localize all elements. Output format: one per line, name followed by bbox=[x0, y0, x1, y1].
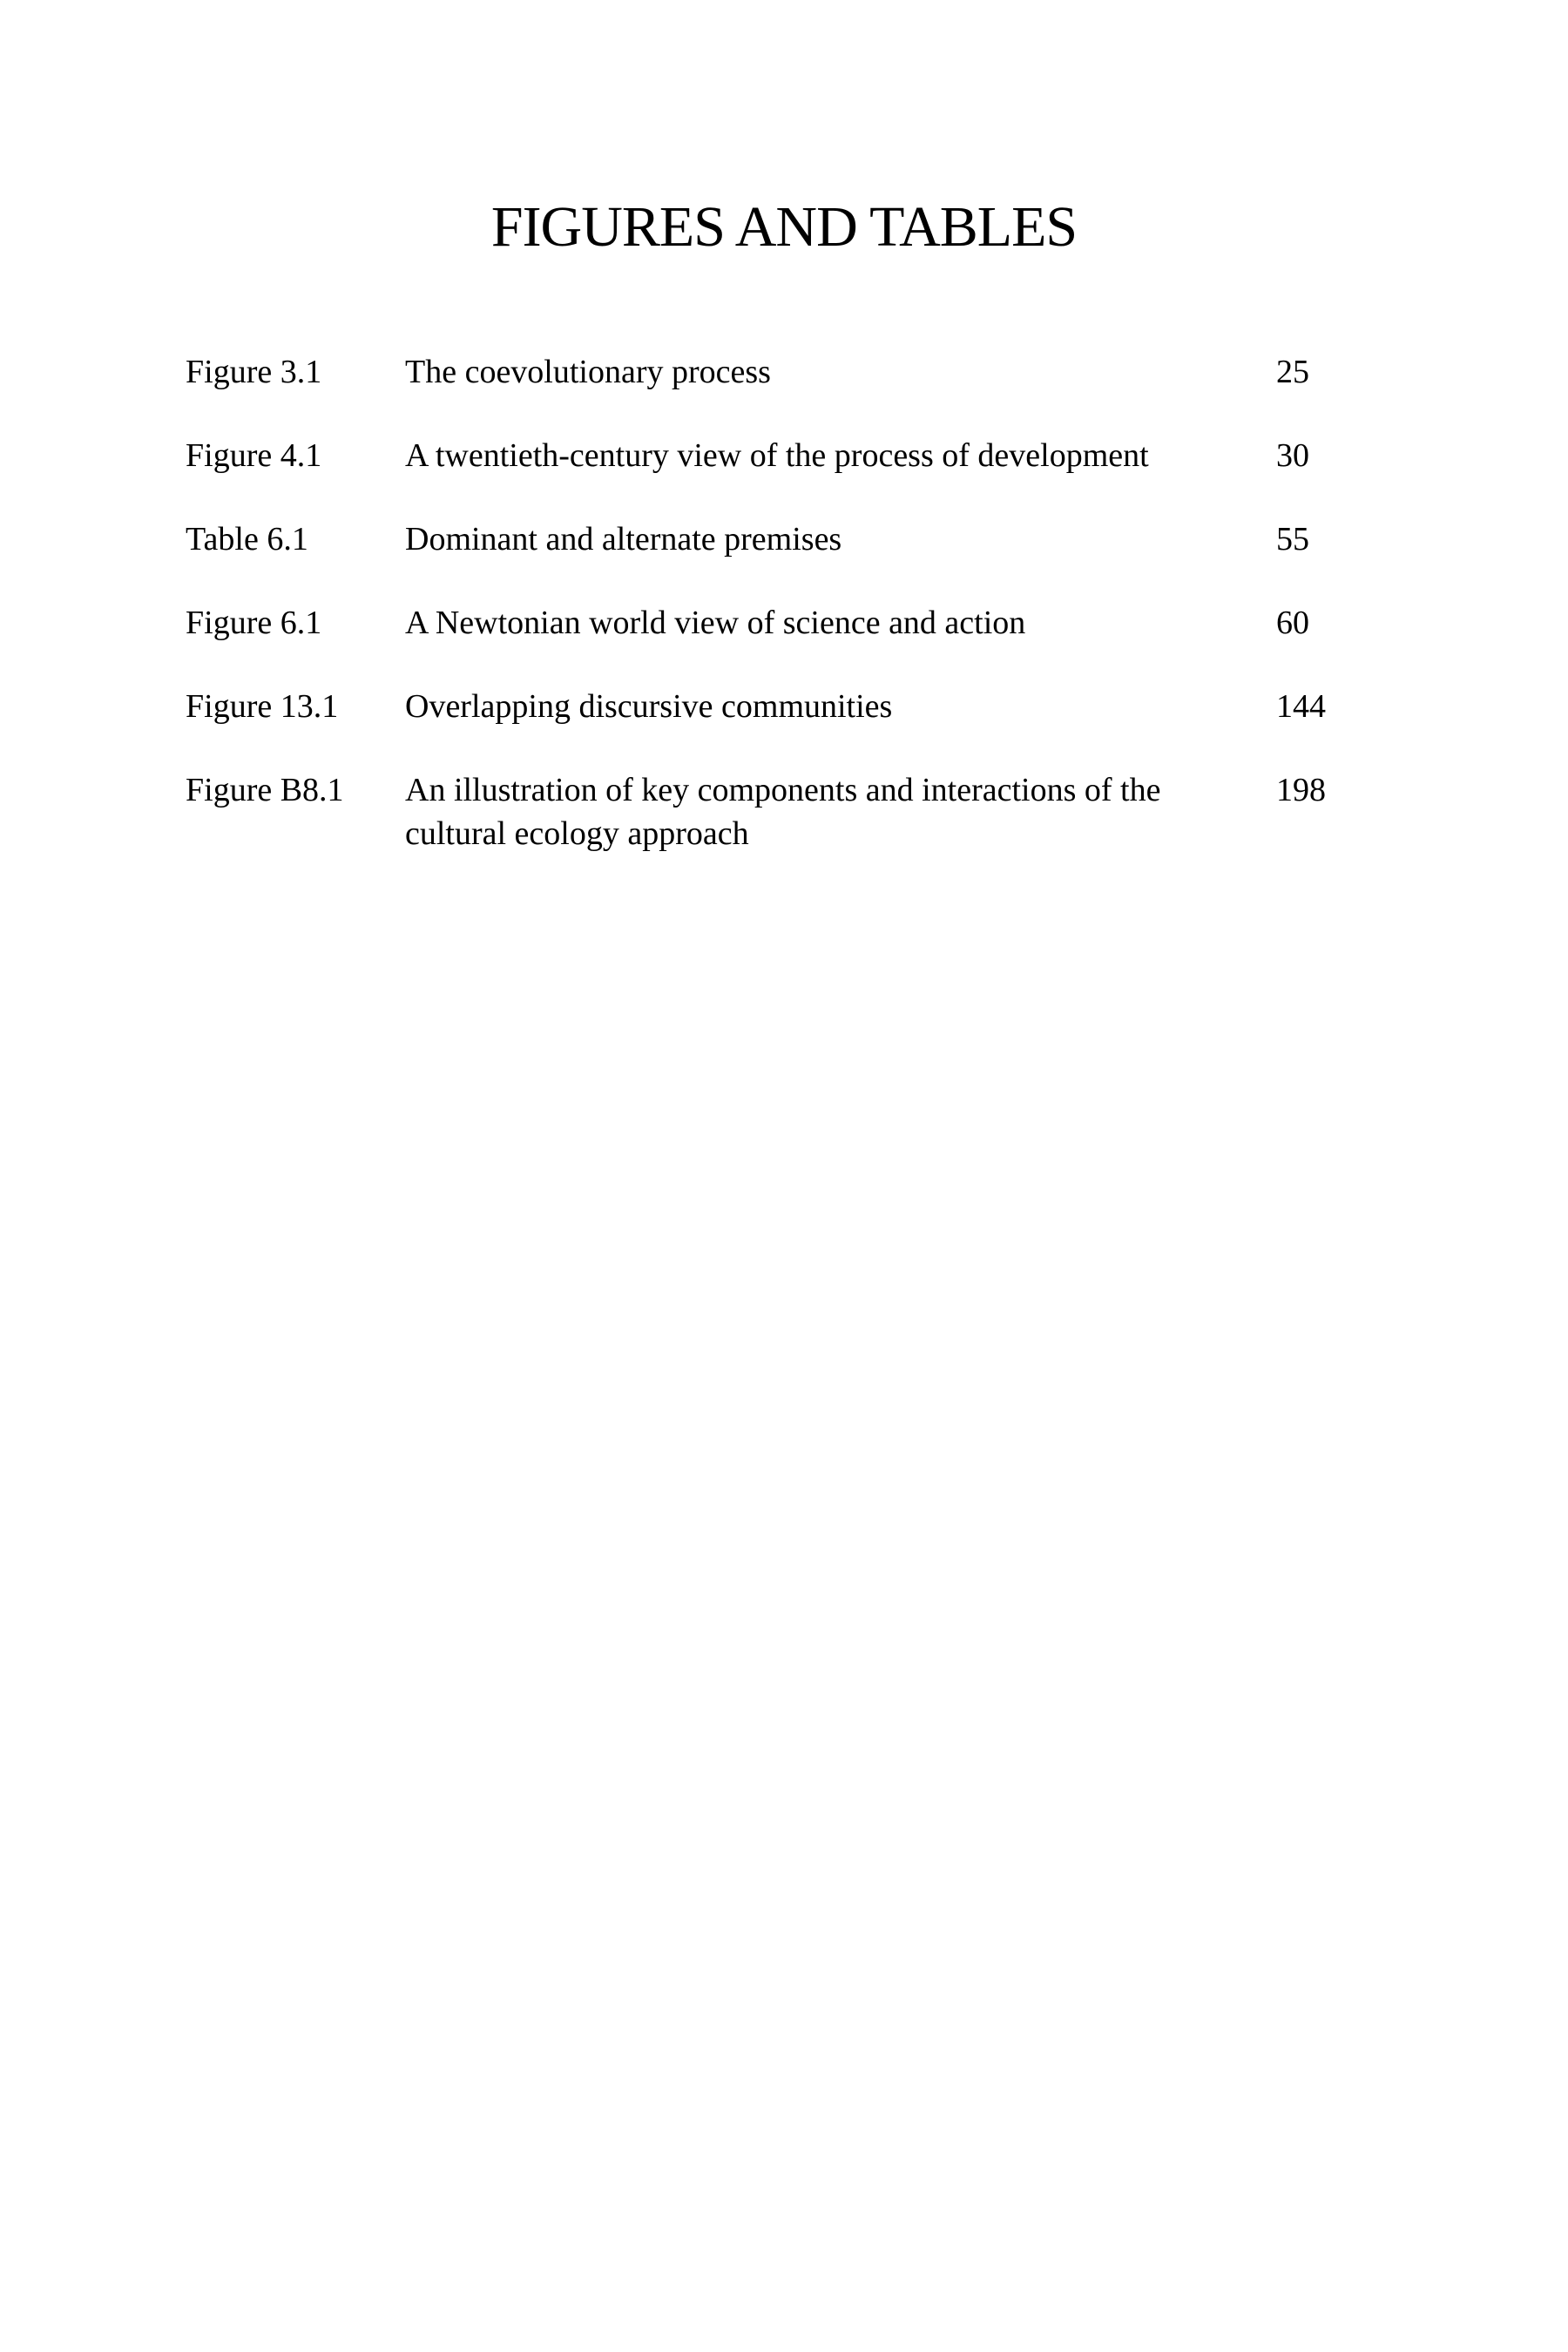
entry-page-number: 60 bbox=[1276, 605, 1309, 641]
entry-title: A Newtonian world view of science and action bbox=[405, 605, 1026, 641]
entry-title: An illustration of key components and interactions of the cultural ecology approach bbox=[405, 772, 1161, 852]
entry-title: The coevolutionary process bbox=[405, 354, 771, 390]
list-item bbox=[186, 434, 1405, 477]
list-item bbox=[186, 768, 1405, 855]
entry-page-number: 30 bbox=[1276, 437, 1309, 474]
list-item bbox=[186, 350, 1405, 394]
page-title: FIGURES AND TABLES bbox=[490, 195, 1078, 259]
entry-page-number: 25 bbox=[1276, 354, 1309, 390]
entry-title: Overlapping discursive communities bbox=[405, 688, 893, 725]
entry-title: Dominant and alternate premises bbox=[405, 521, 842, 558]
entry-label: Table 6.1 bbox=[186, 521, 308, 558]
list-item bbox=[186, 601, 1405, 645]
figures-tables-list bbox=[186, 350, 1405, 896]
list-item bbox=[186, 517, 1405, 561]
entry-title: A twentieth-century view of the process of development bbox=[405, 437, 1149, 474]
entry-label: Figure B8.1 bbox=[186, 772, 344, 808]
entry-page-number: 198 bbox=[1276, 772, 1326, 808]
entry-label: Figure 3.1 bbox=[186, 354, 322, 390]
list-item bbox=[186, 685, 1405, 728]
entry-page-number: 144 bbox=[1276, 688, 1326, 725]
entry-label: Figure 6.1 bbox=[186, 605, 322, 641]
entry-label: Figure 4.1 bbox=[186, 437, 322, 474]
entry-label: Figure 13.1 bbox=[186, 688, 339, 725]
entry-page-number: 55 bbox=[1276, 521, 1309, 558]
